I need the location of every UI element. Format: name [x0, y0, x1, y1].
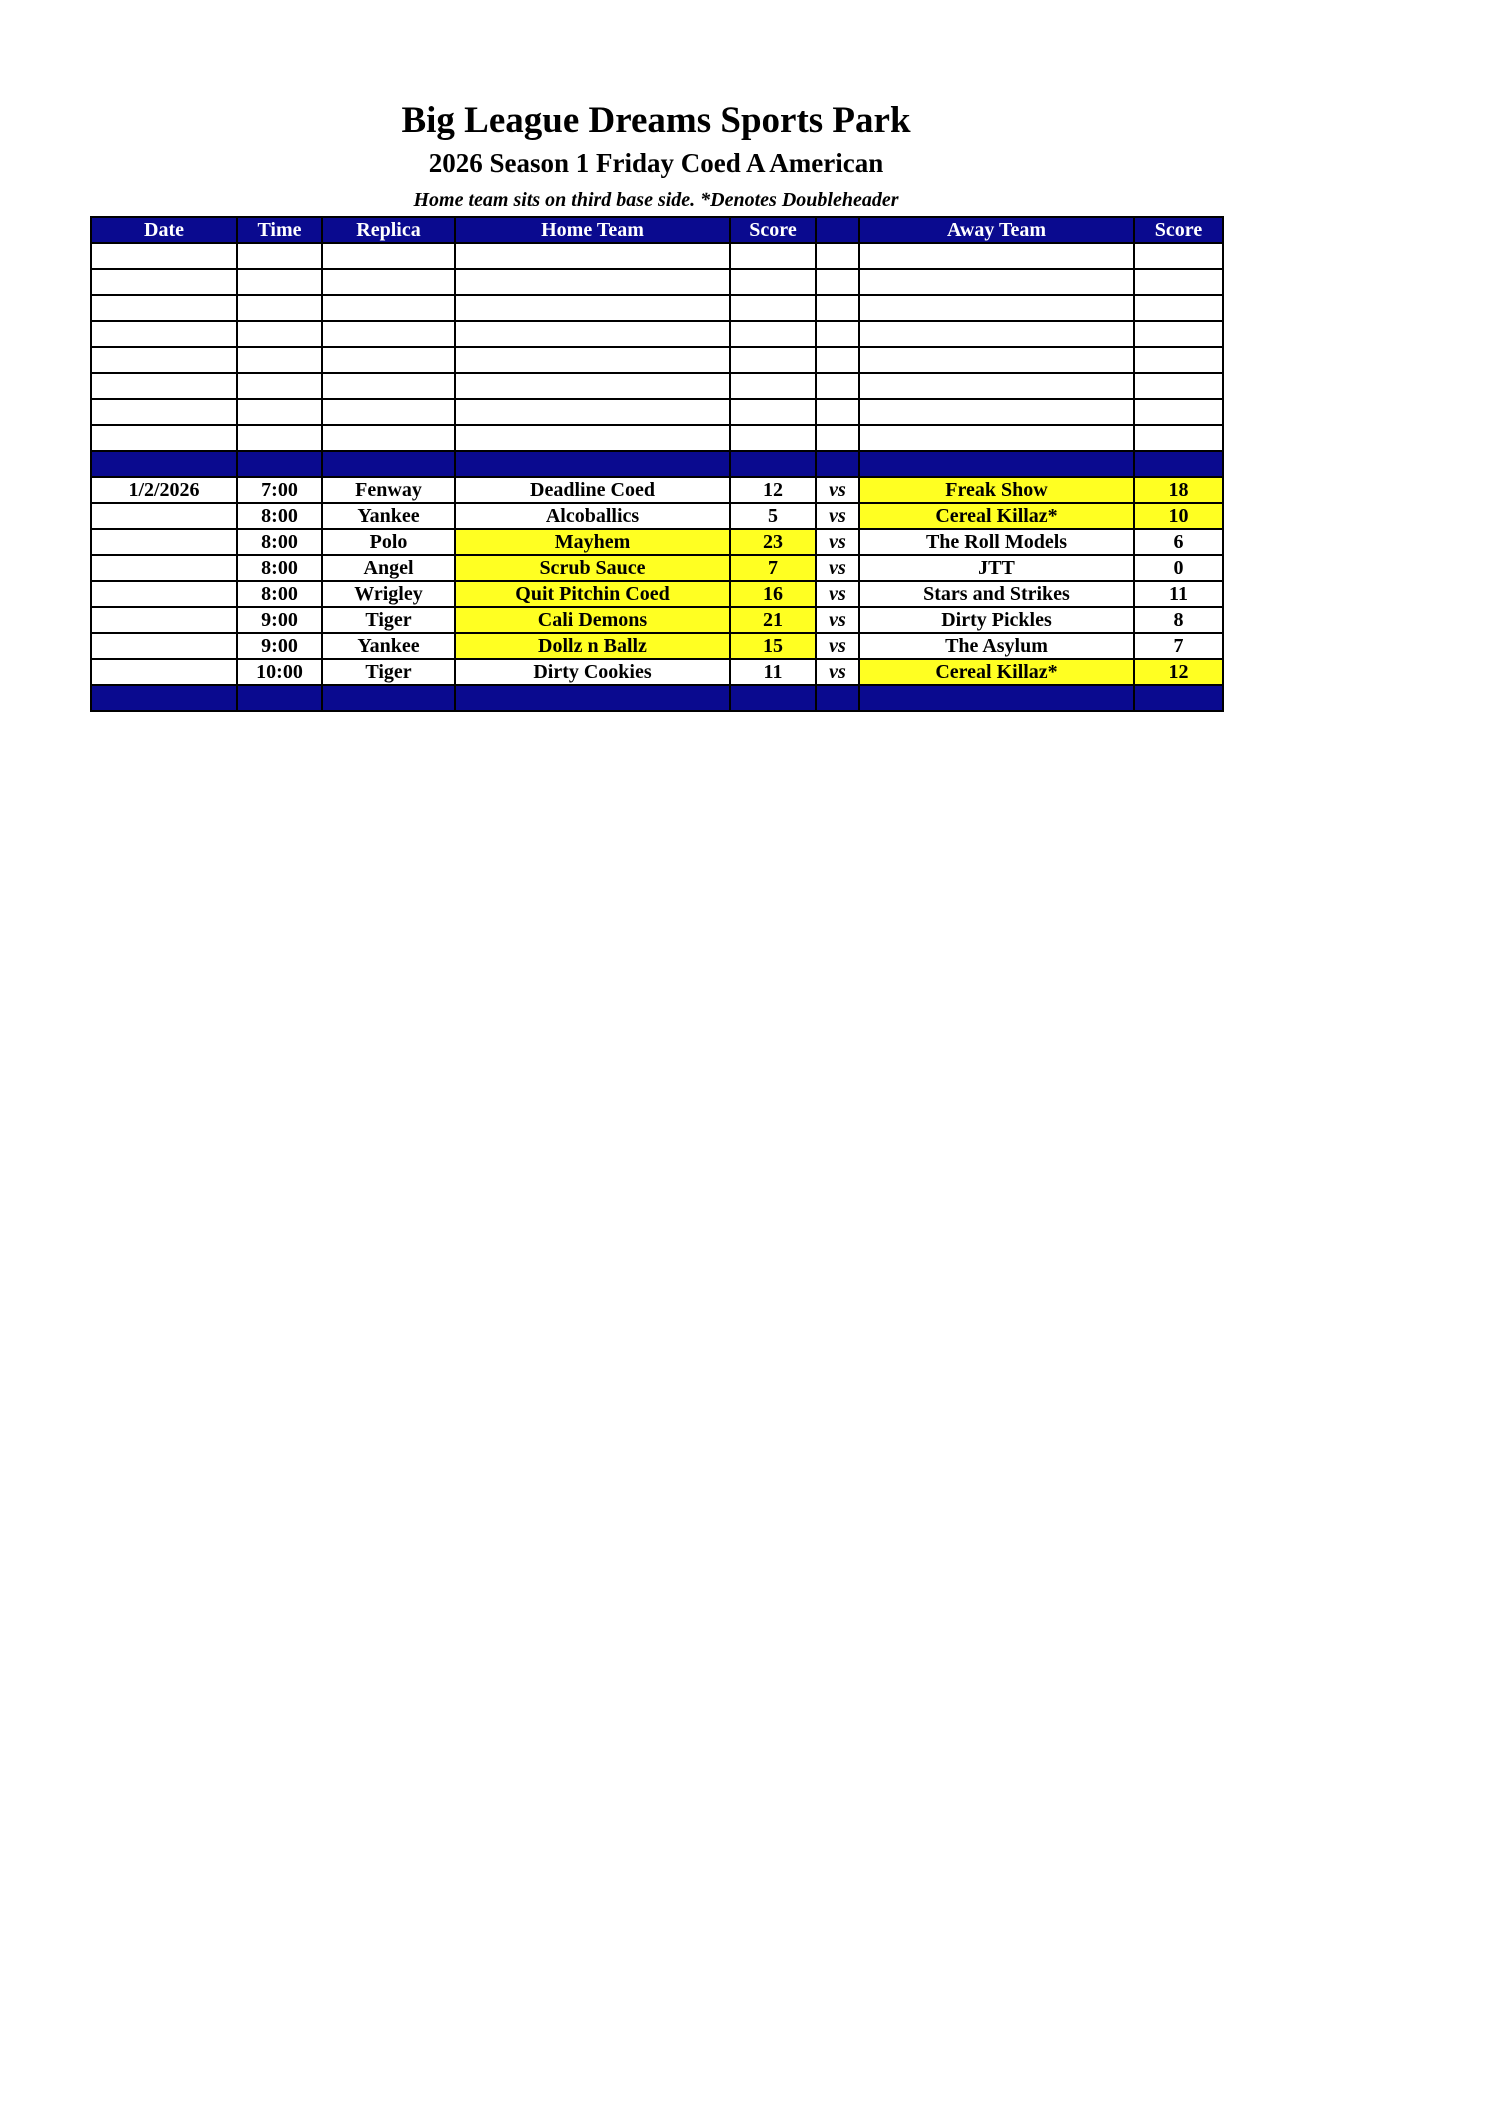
empty-cell [455, 425, 730, 451]
page-subtitle: 2026 Season 1 Friday Coed A American [428, 148, 884, 178]
replica-cell: Polo [322, 529, 455, 555]
vs-cell: vs [816, 555, 859, 581]
replica-cell: Fenway [322, 477, 455, 503]
empty-row [91, 295, 1223, 321]
empty-cell [1134, 425, 1223, 451]
date-cell [91, 581, 237, 607]
empty-cell [1134, 373, 1223, 399]
date-cell [91, 633, 237, 659]
empty-cell [237, 243, 322, 269]
home-team-cell: Deadline Coed [455, 477, 730, 503]
replica-cell: Angel [322, 555, 455, 581]
away-team-cell: JTT [859, 555, 1134, 581]
home-score-cell: 5 [730, 503, 816, 529]
divider-band [91, 685, 1223, 711]
empty-cell [816, 347, 859, 373]
empty-cell [322, 373, 455, 399]
empty-cell [730, 399, 816, 425]
home-score-cell: 7 [730, 555, 816, 581]
empty-cell [816, 425, 859, 451]
home-score-cell: 23 [730, 529, 816, 555]
home-team-cell: Cali Demons [455, 607, 730, 633]
col-header-home-team: Home Team [455, 217, 730, 243]
empty-cell [859, 347, 1134, 373]
time-cell: 9:00 [237, 633, 322, 659]
col-header-away-score: Score [1134, 217, 1223, 243]
col-header-date: Date [91, 217, 237, 243]
away-score-cell: 0 [1134, 555, 1223, 581]
empty-cell [91, 295, 237, 321]
empty-cell [455, 451, 730, 477]
header-row [91, 217, 1223, 243]
empty-cell [1134, 451, 1223, 477]
time-cell: 7:00 [237, 477, 322, 503]
away-team-cell: Cereal Killaz* [859, 503, 1134, 529]
away-score-cell: 8 [1134, 607, 1223, 633]
vs-cell: vs [816, 503, 859, 529]
empty-cell [322, 269, 455, 295]
empty-cell [455, 243, 730, 269]
away-team-cell: Dirty Pickles [859, 607, 1134, 633]
empty-cell [237, 399, 322, 425]
empty-cell [91, 399, 237, 425]
empty-cell [730, 347, 816, 373]
empty-cell [91, 321, 237, 347]
time-cell: 8:00 [237, 529, 322, 555]
empty-cell [859, 399, 1134, 425]
empty-row [91, 399, 1223, 425]
away-score-cell: 11 [1134, 581, 1223, 607]
away-team-cell: The Asylum [859, 633, 1134, 659]
empty-cell [1134, 295, 1223, 321]
col-header-home-score: Score [730, 217, 816, 243]
empty-cell [91, 685, 237, 711]
schedule-table [90, 216, 1224, 712]
time-cell: 8:00 [237, 555, 322, 581]
home-team-cell: Quit Pitchin Coed [455, 581, 730, 607]
empty-row [91, 269, 1223, 295]
vs-cell: vs [816, 659, 859, 685]
divider-band [91, 451, 1223, 477]
vs-cell: vs [816, 581, 859, 607]
col-header-vs [816, 217, 859, 243]
away-score-cell: 18 [1134, 477, 1223, 503]
empty-cell [91, 373, 237, 399]
home-score-cell: 21 [730, 607, 816, 633]
game-row [91, 581, 1223, 607]
home-score-cell: 16 [730, 581, 816, 607]
empty-cell [730, 451, 816, 477]
date-cell [91, 555, 237, 581]
empty-cell [1134, 243, 1223, 269]
empty-cell [859, 451, 1134, 477]
replica-cell: Tiger [322, 607, 455, 633]
date-cell: 1/2/2026 [91, 477, 237, 503]
empty-cell [816, 685, 859, 711]
date-cell [91, 659, 237, 685]
empty-cell [237, 269, 322, 295]
home-score-cell: 12 [730, 477, 816, 503]
empty-cell [816, 321, 859, 347]
empty-cell [455, 321, 730, 347]
time-cell: 9:00 [237, 607, 322, 633]
away-score-cell: 12 [1134, 659, 1223, 685]
game-row [91, 529, 1223, 555]
empty-cell [859, 295, 1134, 321]
empty-cell [859, 425, 1134, 451]
empty-cell [859, 243, 1134, 269]
schedule-note: Home team sits on third base side. *Denotes Doubleheader [413, 189, 899, 211]
away-score-cell: 7 [1134, 633, 1223, 659]
time-cell: 10:00 [237, 659, 322, 685]
replica-cell: Tiger [322, 659, 455, 685]
empty-cell [322, 425, 455, 451]
empty-cell [859, 321, 1134, 347]
empty-cell [730, 425, 816, 451]
vs-cell: vs [816, 529, 859, 555]
empty-cell [91, 451, 237, 477]
empty-cell [91, 425, 237, 451]
date-cell [91, 607, 237, 633]
game-row [91, 503, 1223, 529]
replica-cell: Yankee [322, 633, 455, 659]
replica-cell: Yankee [322, 503, 455, 529]
away-score-cell: 6 [1134, 529, 1223, 555]
vs-cell: vs [816, 633, 859, 659]
empty-cell [322, 295, 455, 321]
empty-cell [237, 425, 322, 451]
away-score-cell: 10 [1134, 503, 1223, 529]
game-row [91, 659, 1223, 685]
empty-cell [455, 399, 730, 425]
home-team-cell: Mayhem [455, 529, 730, 555]
empty-cell [730, 321, 816, 347]
time-cell: 8:00 [237, 581, 322, 607]
game-row [91, 477, 1223, 503]
home-team-cell: Alcoballics [455, 503, 730, 529]
empty-cell [730, 269, 816, 295]
empty-cell [1134, 685, 1223, 711]
empty-cell [816, 451, 859, 477]
empty-cell [237, 451, 322, 477]
page-title: Big League Dreams Sports Park [401, 100, 911, 141]
empty-cell [237, 373, 322, 399]
empty-cell [730, 295, 816, 321]
empty-cell [1134, 399, 1223, 425]
away-team-cell: Stars and Strikes [859, 581, 1134, 607]
empty-cell [91, 243, 237, 269]
empty-row [91, 425, 1223, 451]
home-score-cell: 11 [730, 659, 816, 685]
empty-cell [730, 373, 816, 399]
time-cell: 8:00 [237, 503, 322, 529]
empty-cell [455, 347, 730, 373]
home-team-cell: Dirty Cookies [455, 659, 730, 685]
empty-cell [816, 295, 859, 321]
empty-cell [859, 685, 1134, 711]
empty-cell [237, 321, 322, 347]
col-header-time: Time [237, 217, 322, 243]
empty-cell [816, 243, 859, 269]
vs-cell: vs [816, 607, 859, 633]
empty-cell [237, 295, 322, 321]
empty-cell [859, 269, 1134, 295]
away-team-cell: The Roll Models [859, 529, 1134, 555]
empty-cell [322, 321, 455, 347]
home-team-cell: Scrub Sauce [455, 555, 730, 581]
empty-cell [816, 373, 859, 399]
empty-cell [1134, 321, 1223, 347]
game-row [91, 555, 1223, 581]
empty-cell [1134, 347, 1223, 373]
empty-cell [322, 451, 455, 477]
vs-cell: vs [816, 477, 859, 503]
schedule-body [91, 243, 1223, 711]
empty-cell [237, 347, 322, 373]
home-score-cell: 15 [730, 633, 816, 659]
empty-cell [322, 243, 455, 269]
empty-cell [816, 269, 859, 295]
empty-cell [730, 243, 816, 269]
empty-row [91, 373, 1223, 399]
date-cell [91, 529, 237, 555]
empty-cell [237, 685, 322, 711]
empty-cell [455, 269, 730, 295]
away-team-cell: Freak Show [859, 477, 1134, 503]
home-team-cell: Dollz n Ballz [455, 633, 730, 659]
away-team-cell: Cereal Killaz* [859, 659, 1134, 685]
empty-cell [730, 685, 816, 711]
empty-cell [91, 269, 237, 295]
empty-cell [322, 685, 455, 711]
empty-cell [455, 295, 730, 321]
empty-cell [859, 373, 1134, 399]
empty-cell [455, 373, 730, 399]
game-row [91, 633, 1223, 659]
empty-cell [91, 347, 237, 373]
empty-row [91, 321, 1223, 347]
empty-cell [1134, 269, 1223, 295]
empty-row [91, 243, 1223, 269]
empty-cell [455, 685, 730, 711]
date-cell [91, 503, 237, 529]
game-row [91, 607, 1223, 633]
empty-cell [322, 399, 455, 425]
col-header-away-team: Away Team [859, 217, 1134, 243]
col-header-replica: Replica [322, 217, 455, 243]
replica-cell: Wrigley [322, 581, 455, 607]
empty-row [91, 347, 1223, 373]
empty-cell [322, 347, 455, 373]
empty-cell [816, 399, 859, 425]
